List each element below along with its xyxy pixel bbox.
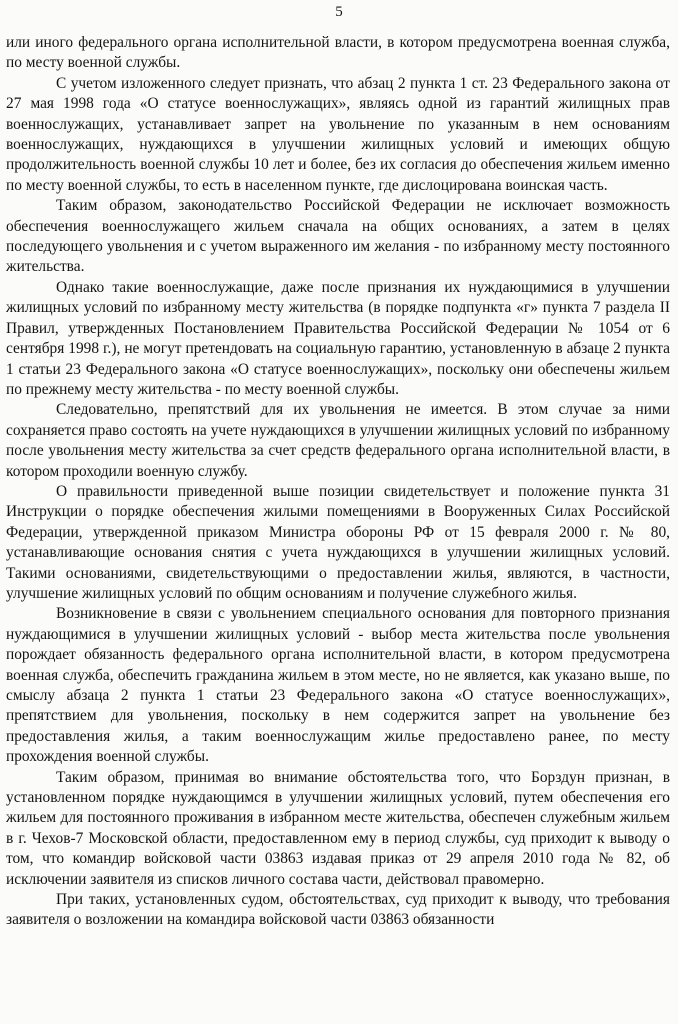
paragraph-continuation: или иного федерального органа исполнительной власти, в котором предусмотрена военная служба, по месту военной службы. [6, 34, 670, 72]
paragraph: Возникновение в связи с увольнением специального основания для повторного признания нуждающимися в улучшении жилищных условий - выбор места жительства после увольнения порождает обязанность федерального органа исполнительной власти, в котором предусмотрена военная служба, обеспечить гражданина жильем в этом месте, но не является, как указано выше, по смыслу абзаца 2 пункта 1 статьи 23 Федерального закона «О статусе военнослужащих», препятствием для увольнения, поскольку в нем содержится запрет на увольнение без предоставления жилья, а таким военнослужащим жилье предоставлено ранее, по месту прохождения военной службы. [6, 605, 670, 766]
paragraph: Однако такие военнослужащие, даже после признания их нуждающимися в улучшении жилищных условий по избранному месту жительства (в порядке подпункта «г» пункта 7 раздела II Правил, утвержденных Постановлением Правительства Российской Федерации № 1054 от 6 сентября 1998 г.), не могут претендовать на социальную гарантию, установленную в абзаце 2 пункта 1 статьи 23 Федерального закона «О статусе военнослужащих», поскольку они обеспечены жильем по прежнему месту жительства - по месту военной службы. [6, 278, 670, 398]
document-body [6, 33, 670, 931]
paragraph: При таких, установленных судом, обстоятельствах, суд приходит к выводу, что требования заявителя о возложении на командира войсковой части 03863 обязанности [6, 891, 670, 929]
paragraph: С учетом изложенного следует признать, что абзац 2 пункта 1 ст. 23 Федерального закона от 27 мая 1998 года «О статусе военнослужащих», являясь одной из гарантий жилищных прав военнослужащих, устанавливает запрет на увольнение по указанным в нем основаниям военнослужащих, нуждающихся в улучшении жилищных условий и имеющих общую продолжительность военной службы 10 лет и более, без их согласия до обеспечения жильем именно по месту военной службы, то есть в населенном пункте, где дислоцирована воинская часть. [6, 74, 670, 194]
paragraph: Таким образом, принимая во внимание обстоятельства того, что Борздун признан, в установленном порядке нуждающимся в улучшении жилищных условий, путем обеспечения его жильем для постоянного проживания в избранном месте жительства, обеспечен служебным жильем в г. Чехов-7 Московской области, предоставленном ему в период службы, суд приходит к выводу о том, что командир войсковой части 03863 издавая приказ от 29 апреля 2010 года № 82, об исключении заявителя из списков личного состава части, действовал правомерно. [6, 768, 670, 888]
paragraph: О правильности приведенной выше позиции свидетельствует и положение пункта 31 Инструкции о порядке обеспечения жилыми помещениями в Вооруженных Силах Российской Федерации, утвержденной приказом Министра обороны РФ от 15 февраля 2000 г. № 80, устанавливающие основания снятия с учета нуждающихся в улучшении жилищных условий. Такими основаниями, свидетельствующими о предоставлении жилья, являются, в частности, улучшение жилищных условий по общим основаниям и получение служебного жилья. [6, 482, 670, 602]
page-number: 5 [335, 4, 343, 20]
paragraph: Следовательно, препятствий для их увольнения не имеется. В этом случае за ними сохраняется право состоять на учете нуждающихся в улучшении жилищных условий по избранному после увольнения месту жительства за счет средств федерального органа исполнительной власти, в котором проходили военную службу. [6, 401, 670, 480]
paragraph: Таким образом, законодательство Российской Федерации не исключает возможность обеспечения военнослужащего жильем сначала на общих основаниях, а затем в целях последующего увольнения и с учетом выраженного им желания - по избранному месту постоянного жительства. [6, 197, 670, 276]
